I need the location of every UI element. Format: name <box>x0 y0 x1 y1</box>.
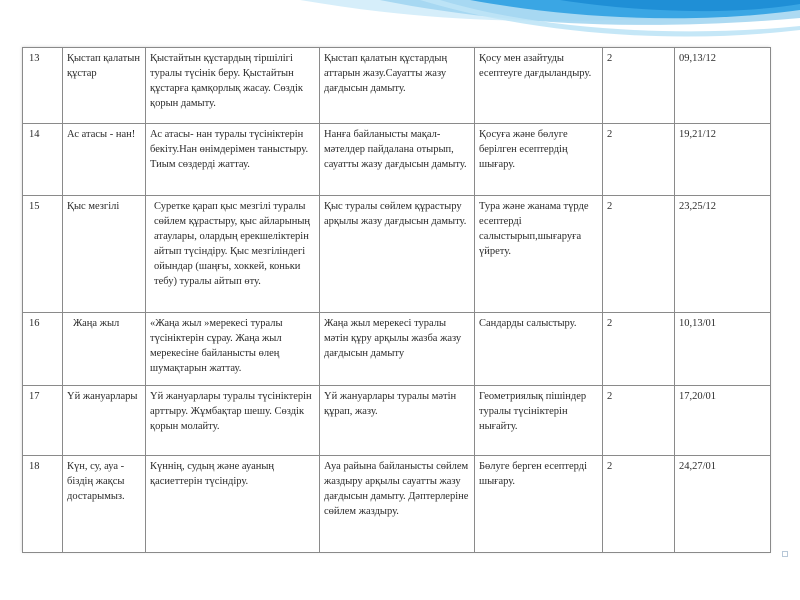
table-row <box>23 124 771 196</box>
cell-hours: 2 <box>603 313 675 386</box>
cell-math: Бөлуге берген есептерді шығару. <box>475 456 603 553</box>
cell-topic: Күн, су, ауа - біздің жақсы достарымыз. <box>63 456 146 553</box>
cell-hours: 2 <box>603 196 675 313</box>
cell-math: Тура және жанама түрде есептерді салыстырып,шығаруға үйрету. <box>475 196 603 313</box>
table-row <box>23 48 771 124</box>
cell-math: Қосуға және бөлуге берілген есептердің шығару. <box>475 124 603 196</box>
cell-number: 14 <box>23 124 63 196</box>
cell-topic: Қыс мезгілі <box>63 196 146 313</box>
cell-literacy: Үй жануарлары туралы мәтін құрап, жазу. <box>320 386 475 456</box>
lesson-plan-table <box>22 47 771 553</box>
cell-goal: Суретке қарап қыс мезгілі туралы сөйлем құрастыру, қыс айларының атаулары, олардың ерекшеліктерін айтып түсіндіру. Қыс мезгіліндегі ойындар (шаңғы, хоккей, коньки тебу) туралы айтып өту. <box>146 196 320 313</box>
cell-number: 16 <box>23 313 63 386</box>
cell-topic: Қыстап қалатын құстар <box>63 48 146 124</box>
cell-goal: Қыстайтын құстардың тіршілігі туралы түсінік беру. Қыстайтын құстарға қамқорлық жасау. Сөздік қорын дамыту. <box>146 48 320 124</box>
cell-math: Геометриялық пішіндер туралы түсініктерін нығайту. <box>475 386 603 456</box>
cell-dates: 10,13/01 <box>675 313 771 386</box>
slide-footer <box>0 555 800 600</box>
cell-number: 18 <box>23 456 63 553</box>
cell-number: 13 <box>23 48 63 124</box>
cell-dates: 09,13/12 <box>675 48 771 124</box>
cell-hours: 2 <box>603 48 675 124</box>
cell-literacy: Нанға байланысты мақал-мәтелдер пайдалана отырып, сауатты жазу дағдысын дамыту. <box>320 124 475 196</box>
cell-literacy: Қыс туралы сөйлем құрастыру арқылы жазу дағдысын дамыту. <box>320 196 475 313</box>
cell-goal: Ас атасы- нан туралы түсініктерін бекіту.Нан өнімдерімен таныстыру. Тиым сөздерді жаттау. <box>146 124 320 196</box>
table-row <box>23 313 771 386</box>
cell-goal: Үй жануарлары туралы түсініктерін арттыру. Жұмбақтар шешу. Сөздік қорын молайту. <box>146 386 320 456</box>
cell-math: Сандарды салыстыру. <box>475 313 603 386</box>
cell-topic: Үй жануарлары <box>63 386 146 456</box>
table-row <box>23 196 771 313</box>
cell-topic: Ас атасы - нан! <box>63 124 146 196</box>
cell-hours: 2 <box>603 456 675 553</box>
cell-dates: 17,20/01 <box>675 386 771 456</box>
cell-hours: 2 <box>603 124 675 196</box>
cell-math: Қосу мен азайтуды есептеуге дағдыландыру. <box>475 48 603 124</box>
cell-topic: Жаңа жыл <box>63 313 146 386</box>
cell-dates: 23,25/12 <box>675 196 771 313</box>
cell-goal: Күннің, судың және ауаның қасиеттерін түсіндіру. <box>146 456 320 553</box>
cell-dates: 19,21/12 <box>675 124 771 196</box>
cell-hours: 2 <box>603 386 675 456</box>
cell-literacy: Қыстап қалатын құстардың аттарын жазу.Сауатты жазу дағдысын дамыту. <box>320 48 475 124</box>
page-corner-marker <box>782 551 788 557</box>
cell-literacy: Ауа райына байланысты сөйлем жаздыру арқылы сауатты жазу дағдысын дамыту. Дәптерлеріне сөйлем жаздыру. <box>320 456 475 553</box>
cell-dates: 24,27/01 <box>675 456 771 553</box>
cell-literacy: Жаңа жыл мерекесі туралы мәтін құру арқылы жазба жазу дағдысын дамыту <box>320 313 475 386</box>
cell-goal: «Жаңа жыл »мерекесі туралы түсініктерін сұрау. Жаңа жыл мерекесіне байланысты өлең шумақтарын жаттау. <box>146 313 320 386</box>
cell-number: 17 <box>23 386 63 456</box>
table-row <box>23 456 771 553</box>
cell-number: 15 <box>23 196 63 313</box>
document-page <box>22 47 770 552</box>
table-row <box>23 386 771 456</box>
